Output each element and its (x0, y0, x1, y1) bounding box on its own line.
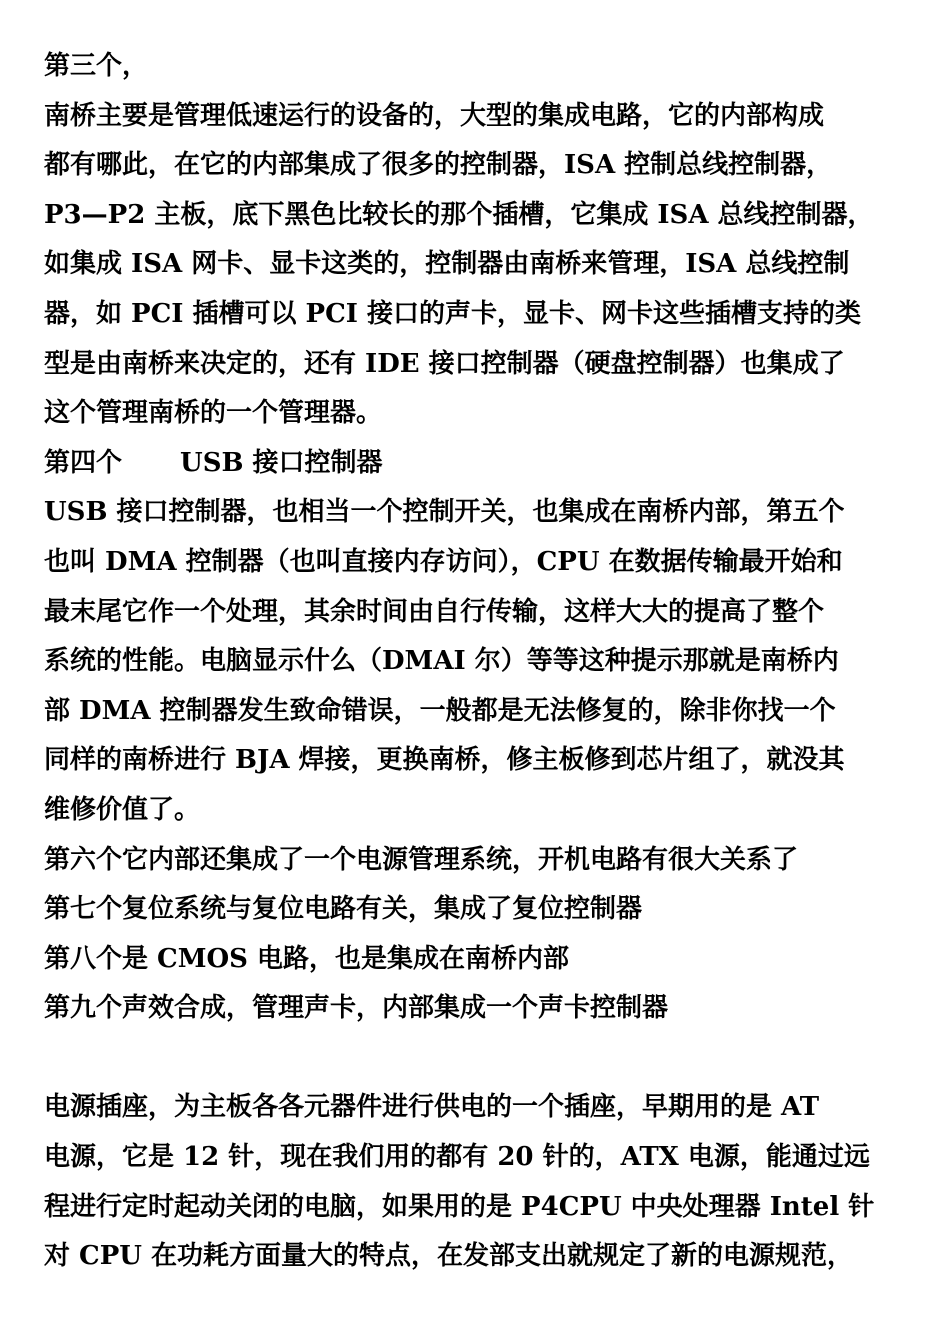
blank-line (44, 1034, 934, 1084)
text-line: 电源插座，为主板各各元器件进行供电的一个插座，早期用的是 AT (44, 1092, 820, 1123)
item-eighth: 第八个是 CMOS 电路，也是集成在南桥内部 (44, 943, 570, 974)
item-seventh: 第七个复位系统与复位电路有关，集成了复位控制器 (44, 894, 643, 925)
text-line: 部 DMA 控制器发生致命错误，一般都是无法修复的，除非你找一个 (44, 695, 836, 726)
item-ninth: 第九个声效合成，管理声卡，内部集成一个声卡控制器 (44, 993, 669, 1024)
text-line: 最末尾它作一个处理，其余时间由自行传输，这样大大的提高了整个 (44, 596, 825, 627)
heading-fourth (44, 439, 934, 489)
heading-fourth-title: USB 接口控制器 (180, 447, 383, 478)
text-line: 程进行定时起动关闭的电脑，如果用的是 P4CPU 中央处理器 Intel 针 (44, 1191, 875, 1222)
text-line: USB 接口控制器，也相当一个控制开关，也集成在南桥内部，第五个 (44, 497, 845, 528)
text-line: 维修价值了。 (44, 794, 201, 825)
text-line: 同样的南桥进行 BJA 焊接，更换南桥，修主板修到芯片组了，就没其 (44, 745, 845, 776)
heading-third: 第三个， (44, 51, 149, 81)
paragraph-southbridge (44, 92, 934, 439)
text-line: P3—P2 主板，底下黑色比较长的那个插槽，它集成 ISA 总线控制器， (44, 199, 874, 230)
heading-fourth-prefix: 第四个 (44, 447, 123, 478)
text-line: 系统的性能。电脑显示什么（DMAI 尔）等等这种提示那就是南桥内 (44, 646, 839, 677)
text-line: 也叫 DMA 控制器（也叫直接内存访问），CPU 在数据传输最开始和 (44, 546, 843, 577)
text-line: 电源，它是 12 针，现在我们用的都有 20 针的，ATX 电源，能通过远 (44, 1142, 870, 1173)
text-line: 对 CPU 在功耗方面量大的特点，在发部支出就规定了新的电源规范， (44, 1241, 854, 1272)
paragraph-usb-dma (44, 488, 934, 835)
text-line: 都有哪此，在它的内部集成了很多的控制器，ISA 控制总线控制器， (44, 150, 833, 181)
text-line: 这个管理南桥的一个管理器。 (44, 398, 383, 429)
text-line: 如集成 ISA 网卡、显卡这类的，控制器由南桥来管理，ISA 总线控制 (44, 249, 850, 280)
document-body (44, 42, 934, 1282)
item-sixth: 第六个它内部还集成了一个电源管理系统，开机电路有很大关系了 (44, 844, 799, 875)
paragraph-power-socket (44, 1083, 934, 1281)
text-line: 型是由南桥来决定的，还有 IDE 接口控制器（硬盘控制器）也集成了 (44, 348, 845, 379)
text-line: 器，如 PCI 插槽可以 PCI 接口的声卡，显卡、网卡这些插槽支持的类 (44, 298, 862, 329)
text-line: 南桥主要是管理低速运行的设备的，大型的集成电路，它的内部构成 (44, 100, 825, 131)
